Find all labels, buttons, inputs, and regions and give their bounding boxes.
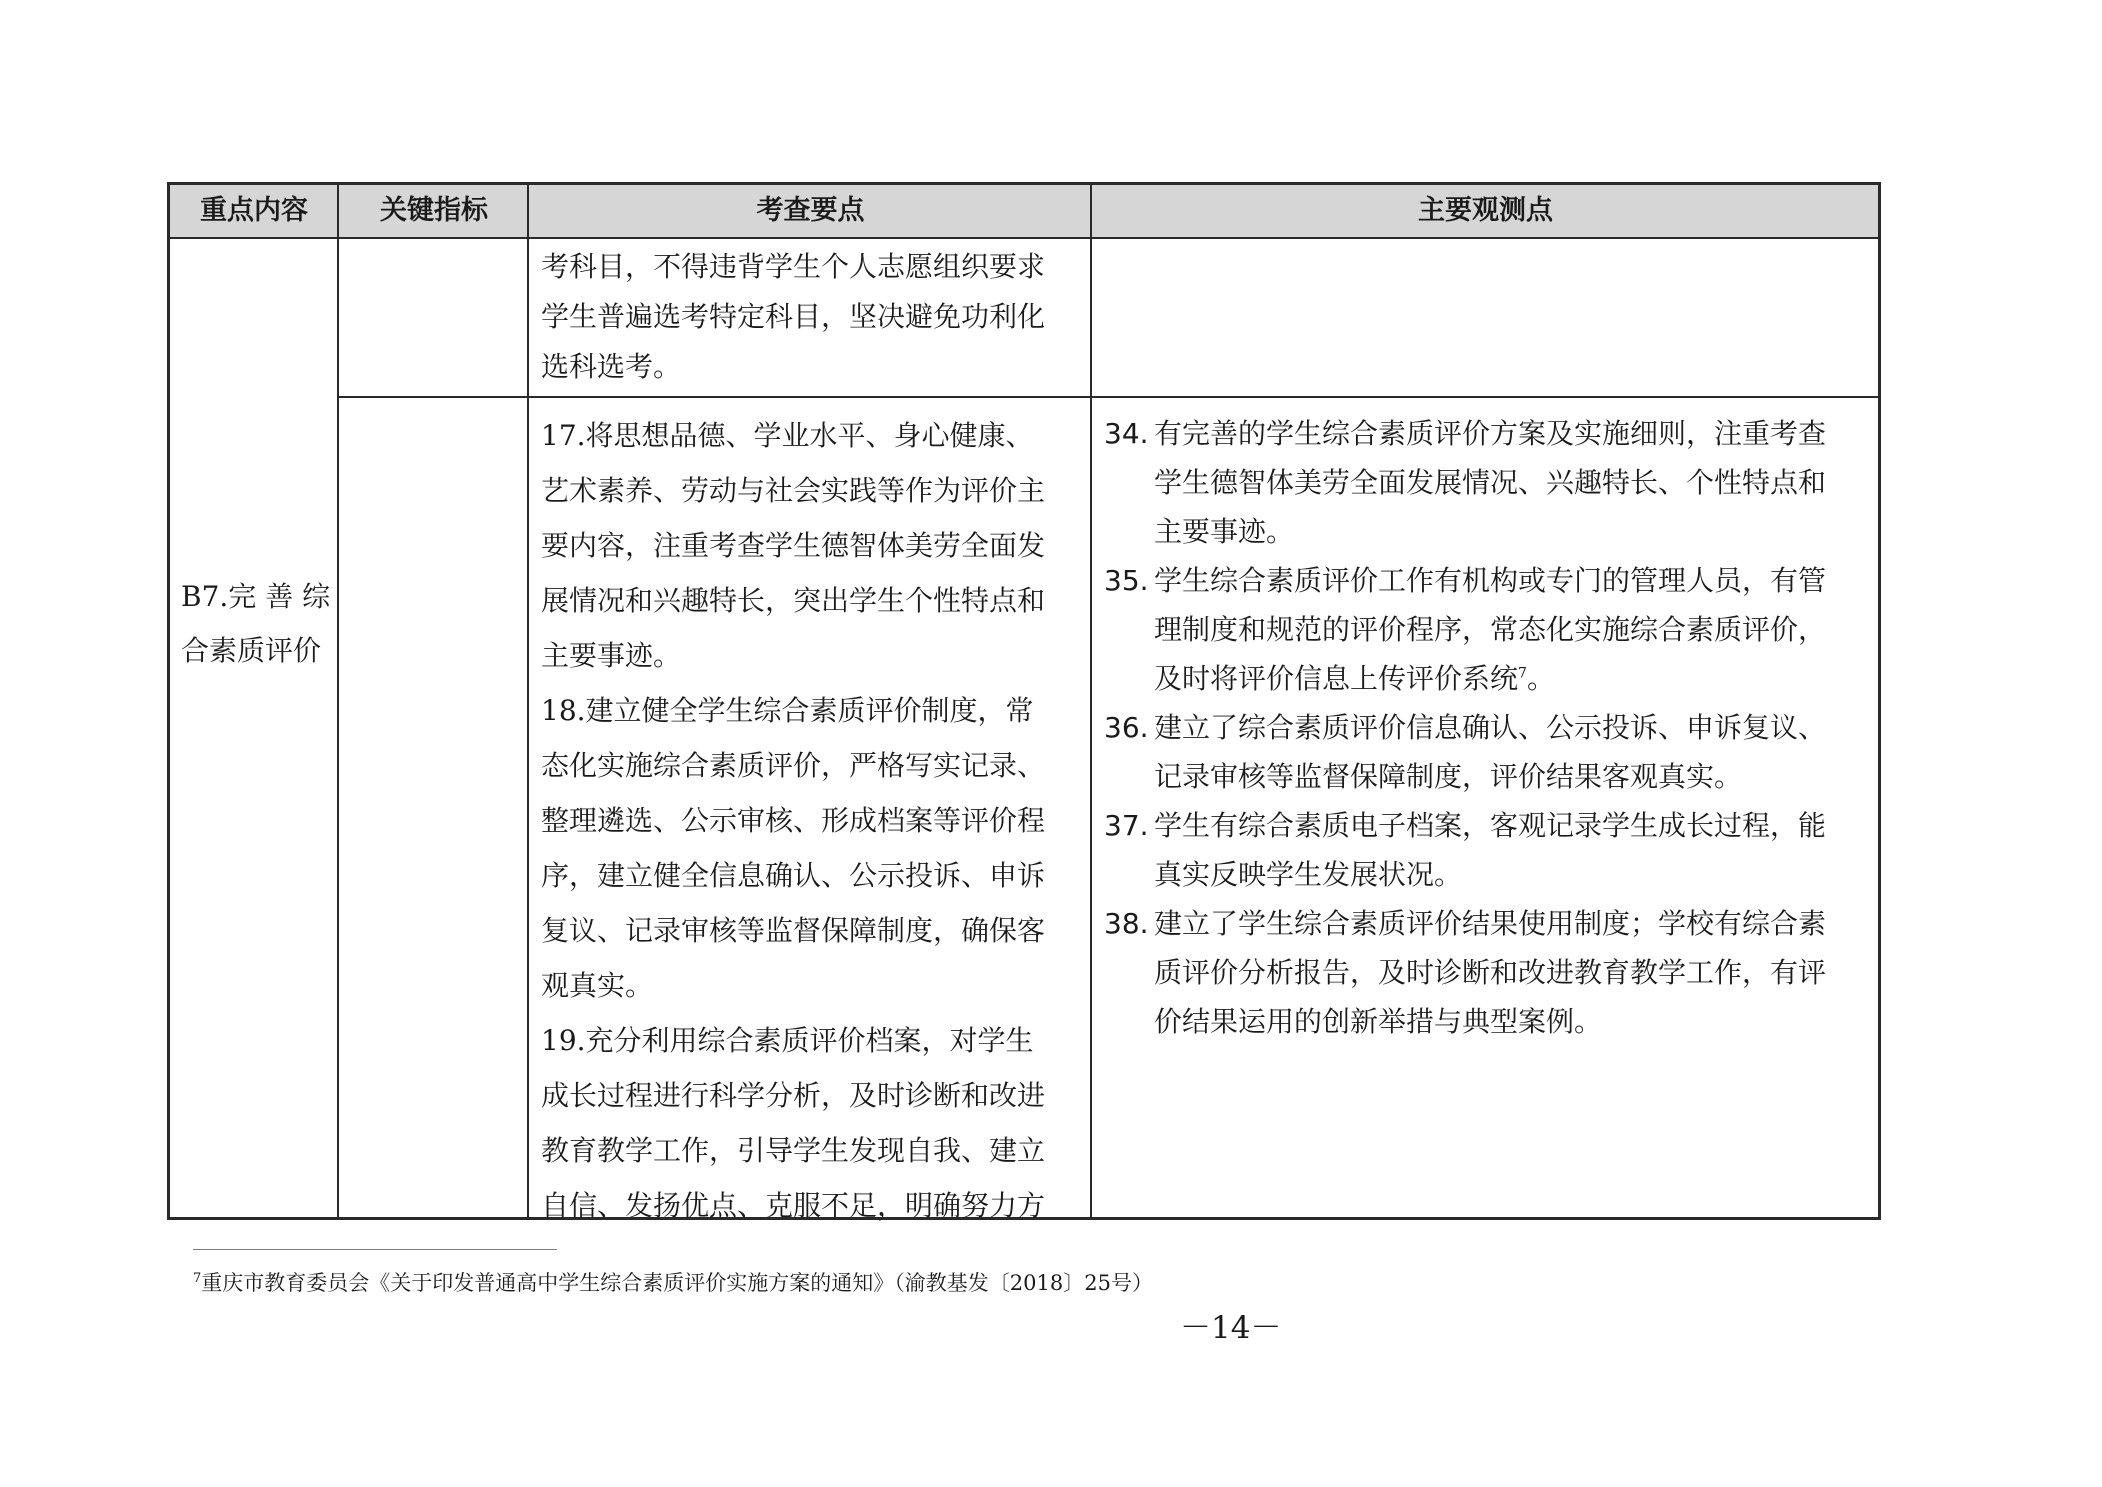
footnote-ref: 7 xyxy=(1518,665,1527,682)
text-line: 态化实施综合素质评价，严格写实记录、 xyxy=(541,749,1046,782)
header-key-content: 重点内容 xyxy=(200,195,308,226)
text-line: 主要事迹。 xyxy=(541,639,682,672)
table-header-row xyxy=(170,185,1878,239)
text-line: 要内容，注重考查学生德智体美劳全面发 xyxy=(541,529,1046,562)
text-line: 教育教学工作，引导学生发现自我、建立 xyxy=(541,1134,1046,1167)
text-line: 复议、记录审核等监督保障制度，确保客 xyxy=(541,914,1046,947)
b7-key-points xyxy=(541,408,1045,1233)
footnote-text: 重庆市教育委员会《关于印发普通高中学生综合素质评价实施方案的通知》（渝教基发〔2018〕25号） xyxy=(201,1271,1153,1295)
observation-number: 38. xyxy=(1104,907,1149,940)
observation-number: 34. xyxy=(1104,417,1149,450)
column-divider xyxy=(337,182,339,1220)
top-row-key-points xyxy=(541,242,1045,392)
observation-number: 36. xyxy=(1104,711,1149,744)
text-line: 学生德智体美劳全面发展情况、兴趣特长、个性特点和 xyxy=(1154,466,1827,499)
text-line: 艺术素养、劳动与社会实践等作为评价主 xyxy=(541,474,1046,507)
text-line: 选科选考。 xyxy=(541,350,682,383)
text-line: 观真实。 xyxy=(541,969,654,1002)
footnote-separator xyxy=(193,1249,557,1250)
text-line: 建立了学生综合素质评价结果使用制度；学校有综合素 xyxy=(1154,907,1827,940)
observation-item-36 xyxy=(1104,703,1826,801)
text-line: 学生综合素质评价工作有机构或专门的管理人员，有管 xyxy=(1154,564,1827,597)
text-line: 成长过程进行科学分析，及时诊断和改进 xyxy=(541,1079,1046,1112)
column-divider xyxy=(527,182,529,1220)
header-key-indicator: 关键指标 xyxy=(380,195,488,226)
text-line: 18.建立健全学生综合素质评价制度，常 xyxy=(541,694,1034,727)
text-line: 合素质评价 xyxy=(181,634,322,667)
text-segment: 。 xyxy=(1526,662,1555,695)
text-segment: 及时将评价信息上传评价系统 xyxy=(1154,662,1519,695)
footnote xyxy=(193,1268,1153,1298)
text-line: 序，建立健全信息确认、公示投诉、申诉 xyxy=(541,859,1046,892)
text-line: 建立了综合素质评价信息确认、公示投诉、申诉复议、 xyxy=(1154,711,1827,744)
header-observation-points: 主要观测点 xyxy=(1418,195,1553,226)
observation-item-34 xyxy=(1104,409,1826,556)
observation-number: 35. xyxy=(1104,564,1149,597)
text-line xyxy=(1154,654,1826,703)
text-line: 学生普遍选考特定科目，坚决避免功利化 xyxy=(541,300,1046,333)
text-line: 展情况和兴趣特长，突出学生个性特点和 xyxy=(541,584,1046,617)
observation-number: 37. xyxy=(1104,809,1149,842)
text-line: 真实反映学生发展状况。 xyxy=(1154,858,1463,891)
text-line: 记录审核等监督保障制度，评价结果客观真实。 xyxy=(1154,760,1743,793)
text-line: 17.将思想品德、学业水平、身心健康、 xyxy=(541,419,1034,452)
text-line: B7.完 善 综 xyxy=(181,580,331,613)
row-divider xyxy=(337,396,1881,398)
text-line: 主要事迹。 xyxy=(1154,515,1295,548)
observation-item-38 xyxy=(1104,899,1826,1046)
observation-item-35 xyxy=(1104,556,1826,703)
text-line: 价结果运用的创新举措与典型案例。 xyxy=(1154,1005,1603,1038)
text-line: 19.充分利用综合素质评价档案，对学生 xyxy=(541,1024,1034,1057)
text-line: 学生有综合素质电子档案，客观记录学生成长过程，能 xyxy=(1154,809,1827,842)
text-line: 自信、发扬优点、克服不足，明确努力方 xyxy=(541,1189,1046,1222)
text-line: 整理遴选、公示审核、形成档案等评价程 xyxy=(541,804,1046,837)
page-number: －14－ xyxy=(1180,1310,1282,1346)
text-line: 质评价分析报告，及时诊断和改进教育教学工作，有评 xyxy=(1154,956,1827,989)
indicator-b7 xyxy=(181,570,341,678)
b7-observation-points xyxy=(1104,409,1826,1046)
text-line: 有完善的学生综合素质评价方案及实施细则，注重考查 xyxy=(1154,417,1827,450)
observation-item-37 xyxy=(1104,801,1826,899)
footnote-marker: 7 xyxy=(193,1271,202,1286)
text-line: 考科目，不得违背学生个人志愿组织要求 xyxy=(541,250,1046,283)
column-divider xyxy=(1090,182,1092,1220)
text-line: 理制度和规范的评价程序，常态化实施综合素质评价， xyxy=(1154,613,1827,646)
header-key-points: 考查要点 xyxy=(756,195,865,226)
